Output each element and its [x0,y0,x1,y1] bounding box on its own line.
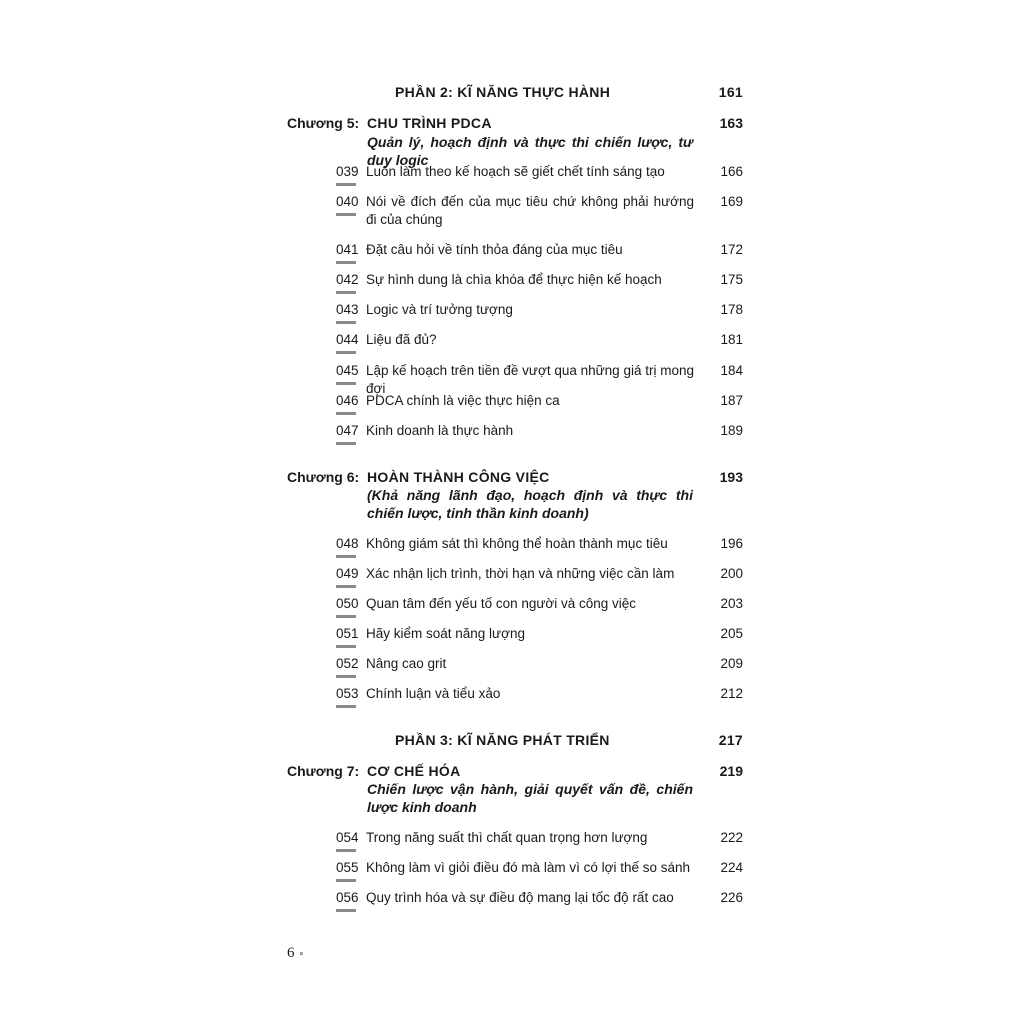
entry-title: Lập kế hoạch trên tiền đề vượt qua những giá trị mong đợi [366,363,694,396]
entry-title: Không giám sát thì không thể hoàn thành mục tiêu [366,536,668,551]
entry-page: 172 [720,242,743,257]
entry-number: 052 [336,656,359,671]
chapter-page: 163 [719,115,743,131]
entry-title: Đặt câu hỏi về tính thỏa đáng của mục tiêu [366,242,623,257]
entry-page: 196 [720,536,743,551]
entry-title: Luôn làm theo kế hoạch sẽ giết chết tính sáng tạo [366,164,665,179]
chapter-title: CƠ CHẾ HÓA [367,763,461,779]
chapter-label: Chương 6: [287,469,360,485]
chapter-subtitle: (Khả năng lãnh đạo, hoạch định và thực thi chiến lược, tinh thần kinh doanh) [367,487,693,521]
entry-number: 054 [336,830,359,845]
entry-number: 044 [336,332,359,347]
page-footer [287,945,304,962]
entry-page: 200 [720,566,743,581]
chapter-subtitle: Chiến lược vận hành, giải quyết vấn đề, chiến lược kinh doanh [367,781,693,815]
entry-number: 055 [336,860,359,875]
chapter-page: 219 [719,763,743,779]
entry-title: Liệu đã đủ? [366,332,437,347]
entry-number: 039 [336,164,359,179]
entry-number: 042 [336,272,359,287]
entry-number: 049 [336,566,359,581]
entry-page: 169 [720,194,743,209]
entry-number: 040 [336,194,359,209]
part-heading [395,84,743,100]
chapter-label: Chương 5: [287,115,360,131]
entry-page: 203 [720,596,743,611]
chapter-label: Chương 7: [287,763,360,779]
entry-page: 224 [720,860,743,875]
chapter-title: HOÀN THÀNH CÔNG VIỆC [367,469,550,485]
entry-number: 050 [336,596,359,611]
chapter-subtitle: Quản lý, hoạch định và thực thi chiến lược, tư duy logic [367,134,693,168]
entry-number: 053 [336,686,359,701]
entry-page: 222 [720,830,743,845]
entry-title: Nói về đích đến của mục tiêu chứ không phải hướng đi của chúng [366,194,694,227]
entry-title: Logic và trí tưởng tượng [366,302,513,317]
entry-number: 051 [336,626,359,641]
entry-page: 184 [720,363,743,378]
entry-title: Không làm vì giỏi điều đó mà làm vì có lợi thế so sánh [366,860,691,875]
entry-page: 212 [720,686,743,701]
ornament-icon: ∘ [298,948,305,959]
entry-title: Quy trình hóa và sự điều độ mang lại tốc độ rất cao [366,890,674,905]
entry-number: 056 [336,890,359,905]
entry-page: 205 [720,626,743,641]
entry-page: 175 [720,272,743,287]
entry-title: Nâng cao grit [366,656,447,671]
entry-number: 046 [336,393,359,408]
entry-number: 041 [336,242,359,257]
entry-title: Trong năng suất thì chất quan trọng hơn lượng [366,830,648,845]
part-page: 217 [718,732,743,748]
part-title: PHẦN 2: KĨ NĂNG THỰC HÀNH [395,84,611,100]
entry-number: 045 [336,363,359,378]
part-heading [395,732,743,748]
part-title: PHẦN 3: KĨ NĂNG PHÁT TRIỂN [395,732,610,748]
entry-page: 209 [720,656,743,671]
part-page: 161 [718,84,743,100]
entry-title: Kinh doanh là thực hành [366,423,514,438]
entry-title: Quan tâm đến yếu tố con người và công việc [366,596,637,611]
entry-page: 166 [720,164,743,179]
chapter-title: CHU TRÌNH PDCA [367,115,492,131]
entry-title: Sự hình dung là chìa khóa để thực hiện kế hoạch [366,272,662,287]
entry-number: 048 [336,536,359,551]
entry-title: Chính luận và tiểu xảo [366,686,501,701]
page-number: 6 [287,945,295,961]
entry-page: 189 [720,423,743,438]
entry-number: 047 [336,423,359,438]
entry-title: Xác nhận lịch trình, thời hạn và những việc cần làm [366,566,675,581]
entry-title: PDCA chính là việc thực hiện ca [366,393,560,408]
entry-number: 043 [336,302,359,317]
entry-page: 181 [720,332,743,347]
entry-title: Hãy kiểm soát năng lượng [366,626,525,641]
entry-page: 178 [720,302,743,317]
entry-page: 187 [720,393,743,408]
entry-page: 226 [720,890,743,905]
chapter-page: 193 [719,469,743,485]
